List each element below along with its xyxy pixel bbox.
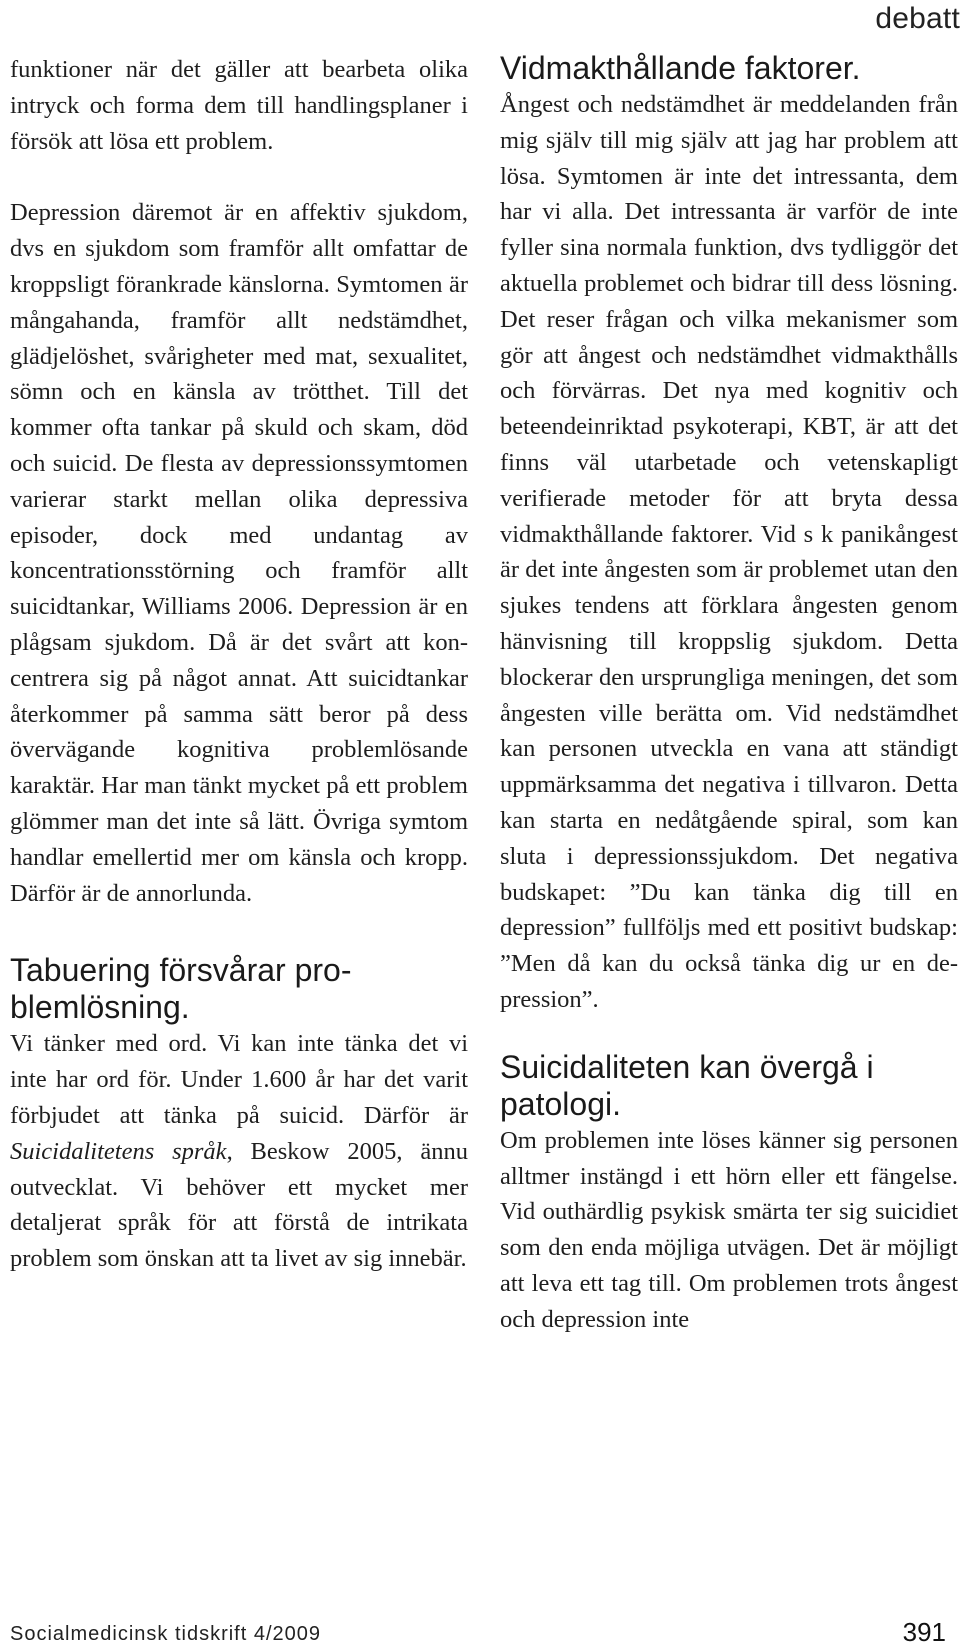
taboo-paragraph [10,1026,468,1277]
vidmakthallande-paragraph: Ångest och nedstämdhet är meddelanden från mig själv till mig själv att jag har problem att lösa. Symtomen är inte det intressanta, dem har vi alla. Det intressanta är varför de inte fyller sina normala funktion, dvs tydliggör det aktuella problemet och bidrar till dess lösning. Det reser frågan och vilka mekanismer som gör att ångest och nedstämdhet vidmakthålls och förvärras. Det nya med kognitiv och beteendeinriktad psykoterapi, KBT, är att det finns väl utarbetade och vetenskapligt verifierade metoder för att bryta dessa vidmakthållande faktorer. Vid s k panikångest är det inte ångesten som är problemet utan den sjukes tendens att förklara ångesten genom hänvisning till kroppslig sjukdom. Detta blockerar den ursprungliga meningen, det som ångesten ville berätta om. Vid nedstämdhet kan personen utveckla en vana att ständigt uppmärksamma det negativa i tillvaron. Detta kan starta en nedåtgående spiral, som kan sluta i depressionssjukdom. Det negativa budskapet: ”Du kan tänka dig till en depression” fullföljs med ett positivt budskap: ”Men då kan du också tänka dig ur en depression”. [500,91,958,1013]
taboo-text-1: Vi tänker med ord. Vi kan inte tänka det vi inte har ord för. Under 1.600 år har det varit förbjudet att tänka på suicid. Därför är [10,1030,468,1129]
right-column [500,50,958,1338]
suicidaliteten-paragraph: Om problemen inte löses känner sig personen alltmer instängd i ett hörn eller ett fängelse. Vid outhärdlig psykisk smärta ter sig suicidiet som den enda möjliga utvägen. Det är möjligt att leva ett tag till. Om problemen trots ångest och depression inte [500,1126,958,1333]
heading-vidmakthallande: Vidmakthållande faktorer. [500,50,861,86]
page-footer [10,1614,950,1646]
taboo-italic-title: Suicidalitetens språk [10,1137,227,1165]
depression-paragraph: Depression däremot är en affektiv sjukdom, dvs en sjukdom som framför allt omfattar de kroppsligt förankrade känslorna. Symtomen är mångahanda, framför allt nedstämdhet, glädjelöshet, svårigheter med mat, sexualitet, sömn och en känsla av trötthet. Till det kommer ofta tankar på skuld och skam, död och suicid. De flesta av depressionssymtomen varierar starkt mellan olika depressiva episoder, dock med undantag av koncentrationsstörning och framför allt suicidtankar, Williams 2006. Depression är en plågsam sjukdom. Då är det svårt att koncentrera sig på något annat. Att suicidtankar återkommer på samma sätt beror på dess övervägande kognitiva problemlösande karaktär. Har man tänkt mycket på ett problem glömmer man det inte så lätt. Övriga symtom handlar emellertid mer om känsla och kropp. Därför är de annorlunda. [10,199,468,907]
journal-name: Socialmedicinsk tidskrift 4/2009 [10,1623,322,1645]
heading-suicidaliteten: Suicidaliteten kan övergå i patologi. [500,1048,874,1122]
section-label: debatt [875,2,960,35]
heading-tabuering: Tabuering försvårar problemlösning. [10,952,352,1026]
intro-paragraph: funktioner när det gäller att bearbeta olika intryck och forma dem till handlingsplaner i försök att lösa ett problem. [10,56,468,155]
left-column [10,52,468,1277]
taboo-text-2: , Beskow 2005, ännu outvecklat. Vi behöver ett mycket mer detaljerat språk för att förstå de intrikata problem som önskan att ta livet av sig innebär. [10,1137,468,1273]
page-number: 391 [902,1617,946,1647]
